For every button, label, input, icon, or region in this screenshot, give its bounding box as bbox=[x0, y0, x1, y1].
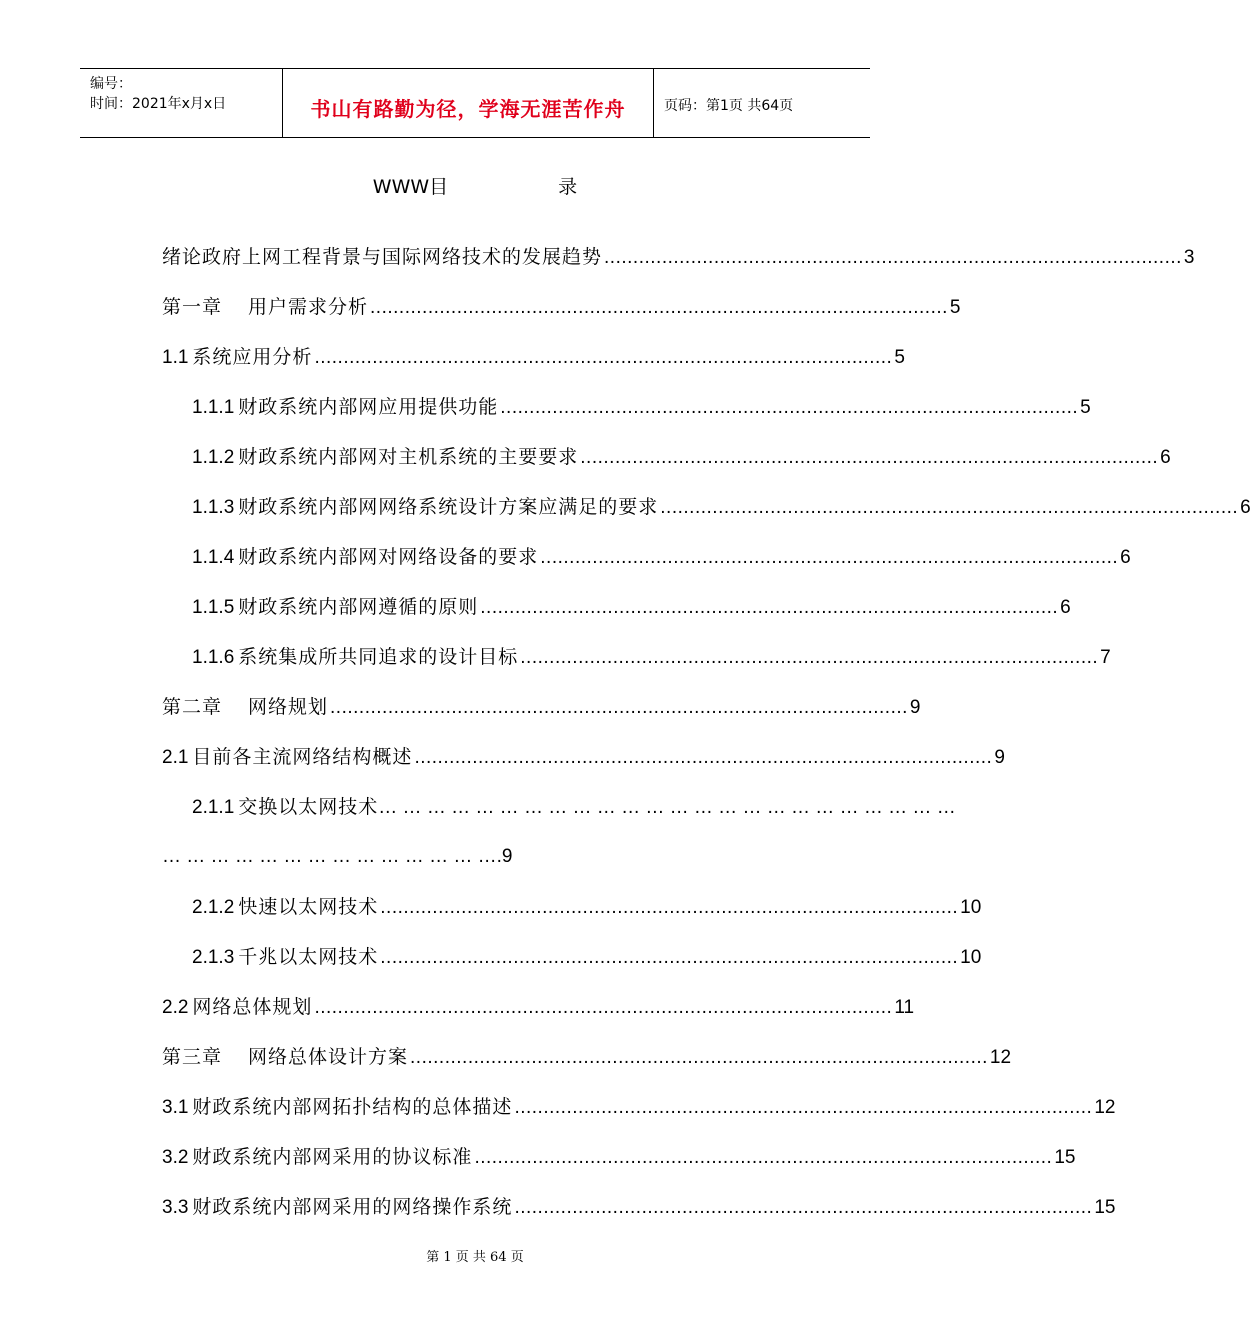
toc-entry-text: 财政系统内部网对网络设备的要求 bbox=[238, 546, 539, 568]
toc-leader-dots: .................................................................................................... bbox=[520, 647, 1099, 668]
toc-entry-text: 财政系统内部网对主机系统的主要要求 bbox=[238, 446, 579, 468]
toc-entry-number: 第一章 bbox=[162, 296, 223, 318]
toc-entry-page: 5 bbox=[894, 347, 905, 368]
toc-entry-number: 1.1 bbox=[162, 347, 189, 368]
toc-entry-page: 15 bbox=[1054, 1147, 1076, 1168]
toc-entry[interactable] bbox=[192, 592, 1071, 622]
toc-entry[interactable] bbox=[162, 742, 1005, 772]
toc-leader-dots: .................................................................................................... bbox=[410, 1047, 988, 1068]
toc-entry-page: 3 bbox=[1183, 247, 1195, 268]
toc-entry-text: 快速以太网技术 bbox=[238, 896, 379, 918]
toc-leader-dots: … … … … … … … … … … … … … … … … … … … … … … … … bbox=[378, 797, 956, 818]
toc-entry-text: 财政系统内部网遵循的原则 bbox=[238, 596, 479, 618]
toc-leader-dots: .................................................................................................... bbox=[540, 547, 1119, 568]
toc-entry-page: 6 bbox=[1240, 497, 1251, 518]
toc-leader-dots: .................................................................................................... bbox=[370, 297, 948, 318]
toc-entry-text: 财政系统内部网应用提供功能 bbox=[238, 396, 499, 418]
toc-entry-page: 6 bbox=[1160, 447, 1171, 468]
toc-leader-dots: .................................................................................................... bbox=[474, 1147, 1053, 1168]
toc-entry-text: 财政系统内部网采用的网络操作系统 bbox=[192, 1196, 513, 1218]
toc-entry-number: 2.2 bbox=[162, 997, 189, 1018]
toc-entry-number: 1.1.2 bbox=[192, 447, 235, 468]
toc-entry[interactable] bbox=[162, 342, 905, 372]
toc-entry[interactable] bbox=[192, 642, 1111, 672]
toc-leader-dots: .................................................................................................... bbox=[380, 897, 959, 918]
toc-entry-text: 财政系统内部网拓扑结构的总体描述 bbox=[192, 1096, 513, 1118]
toc-entry-text: 目前各主流网络结构概述 bbox=[192, 746, 413, 768]
toc-entry-page: 5 bbox=[949, 297, 961, 318]
page-footer: 第 1 页 共 64 页 bbox=[426, 1250, 524, 1265]
toc-leader-dots: .................................................................................................... bbox=[480, 597, 1059, 618]
toc-title-left: WWW目 bbox=[372, 176, 449, 198]
toc-entry-number: 2.1 bbox=[162, 747, 189, 768]
toc-leader-dots: .................................................................................................... bbox=[580, 447, 1159, 468]
header-date-label: 时间：2021年x月x日 bbox=[90, 96, 227, 112]
toc-entry-page: 9 bbox=[909, 697, 921, 718]
toc-entry[interactable] bbox=[192, 392, 1091, 422]
toc-entry-page: 6 bbox=[1120, 547, 1131, 568]
toc-entry-page: 9 bbox=[501, 846, 513, 867]
toc-entry[interactable] bbox=[192, 542, 1131, 572]
toc-entry-number: 1.1.1 bbox=[192, 397, 235, 418]
toc-entry-number: 2.1.3 bbox=[192, 947, 235, 968]
toc-entry-page: 10 bbox=[960, 897, 982, 918]
toc-entry-text: 网络规划 bbox=[248, 696, 329, 718]
toc-entry-page: 12 bbox=[989, 1047, 1012, 1068]
toc-entry-page: 6 bbox=[1060, 597, 1071, 618]
header-page-label: 页码：第1页 共64页 bbox=[664, 98, 794, 114]
toc-entry[interactable] bbox=[192, 442, 1171, 472]
toc-entry-page: 10 bbox=[960, 947, 982, 968]
toc-entry-text: 系统集成所共同追求的设计目标 bbox=[238, 646, 519, 668]
toc-entry[interactable] bbox=[192, 792, 956, 822]
toc-leader-dots: .................................................................................................... bbox=[330, 697, 908, 718]
page-header bbox=[80, 68, 870, 138]
toc-leader-dots: .................................................................................................... bbox=[314, 997, 893, 1018]
toc-entry-number: 2.1.2 bbox=[192, 897, 235, 918]
toc-entry-number: 1.1.6 bbox=[192, 647, 235, 668]
header-left-cell bbox=[80, 69, 280, 137]
toc-leader-dots: .................................................................................................... bbox=[314, 347, 893, 368]
toc-entry-page: 5 bbox=[1080, 397, 1091, 418]
toc-entry-text: 财政系统内部网网络系统设计方案应满足的要求 bbox=[238, 496, 659, 518]
toc-entry-text: 网络总体规划 bbox=[192, 996, 313, 1018]
toc-leader-dots: .................................................................................................... bbox=[514, 1197, 1093, 1218]
toc-entry[interactable] bbox=[162, 692, 921, 722]
header-page-cell bbox=[654, 69, 870, 137]
toc-entry[interactable] bbox=[162, 1042, 1012, 1072]
toc-entry-page: 11 bbox=[894, 997, 915, 1018]
toc-entry-continuation[interactable] bbox=[162, 842, 806, 872]
toc-entry-text: 政府上网工程背景与国际网络技术的发展趋势 bbox=[202, 246, 603, 268]
toc-entry-text: 网络总体设计方案 bbox=[248, 1046, 409, 1068]
toc-title-right: 录 bbox=[558, 176, 578, 198]
toc-entry[interactable] bbox=[162, 242, 1195, 272]
toc-entry[interactable] bbox=[192, 942, 982, 972]
header-motto: 书山有路勤为径，学海无涯苦作舟 bbox=[310, 97, 626, 121]
toc-entry-text: 用户需求分析 bbox=[248, 296, 369, 318]
toc-leader-dots: .................................................................................................... bbox=[660, 497, 1239, 518]
toc-entry[interactable] bbox=[192, 892, 982, 922]
toc-entry-page: 7 bbox=[1100, 647, 1111, 668]
toc-leader-dots: .................................................................................................... bbox=[514, 1097, 1093, 1118]
toc-entry-number: 2.1.1 bbox=[192, 797, 235, 818]
toc-entry-text: 财政系统内部网采用的协议标准 bbox=[192, 1146, 473, 1168]
toc-entry-page: 12 bbox=[1094, 1097, 1116, 1118]
toc-entry[interactable] bbox=[192, 492, 1251, 522]
toc-entry-text: 交换以太网技术 bbox=[238, 796, 379, 818]
toc-entry[interactable] bbox=[162, 1142, 1076, 1172]
toc-entry-number: 1.1.3 bbox=[192, 497, 235, 518]
toc-entry-number: 第三章 bbox=[162, 1046, 223, 1068]
toc-leader-dots: .................................................................................................... bbox=[500, 397, 1079, 418]
toc-title bbox=[0, 172, 950, 199]
header-motto-cell bbox=[282, 69, 654, 137]
toc-leader-dots: .................................................................................................... bbox=[414, 747, 993, 768]
toc-leader-dots: … … … … … … … … … … … … … …. bbox=[162, 846, 502, 867]
toc-entry[interactable] bbox=[162, 292, 961, 322]
toc-entry-number: 3.2 bbox=[162, 1147, 189, 1168]
toc-entry-number: 3.1 bbox=[162, 1097, 189, 1118]
toc-entry-number: 第二章 bbox=[162, 696, 223, 718]
toc-entry-text: 系统应用分析 bbox=[192, 346, 313, 368]
toc-entry[interactable] bbox=[162, 992, 915, 1022]
header-code-label: 编号： bbox=[90, 76, 132, 92]
toc-entry-page: 15 bbox=[1094, 1197, 1116, 1218]
toc-entry[interactable] bbox=[162, 1192, 1116, 1222]
toc-entry[interactable] bbox=[162, 1092, 1116, 1122]
toc-entry-number: 1.1.5 bbox=[192, 597, 235, 618]
toc-leader-dots: .................................................................................................... bbox=[604, 247, 1182, 268]
toc-entry-number: 1.1.4 bbox=[192, 547, 235, 568]
toc-entry-page: 9 bbox=[994, 747, 1005, 768]
toc-entry-number: 3.3 bbox=[162, 1197, 189, 1218]
toc-entry-text: 千兆以太网技术 bbox=[238, 946, 379, 968]
toc-entry-number: 绪论 bbox=[162, 246, 203, 268]
toc-leader-dots: .................................................................................................... bbox=[380, 947, 959, 968]
